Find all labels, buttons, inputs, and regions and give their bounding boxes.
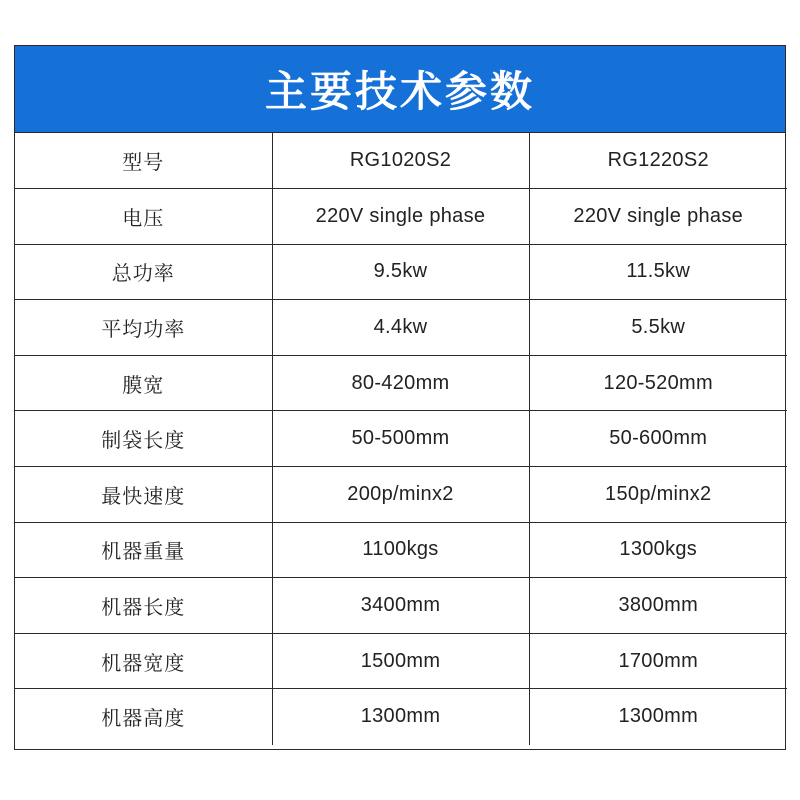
- spec-header: [15, 46, 785, 133]
- model-1-value: 1100kgs: [272, 522, 529, 578]
- model-2-value: 220V single phase: [529, 189, 787, 245]
- table-row: [15, 244, 787, 300]
- model-2-value: RG1220S2: [529, 133, 787, 189]
- row-label: 机器重量: [15, 522, 272, 578]
- model-2-value: 1700mm: [529, 633, 787, 689]
- model-1-value: 80-420mm: [272, 355, 529, 411]
- table-row: [15, 467, 787, 523]
- model-2-value: 1300mm: [618, 705, 699, 728]
- row-label: 电压: [15, 189, 272, 245]
- table-row: [15, 411, 787, 467]
- spec-table-card: [14, 45, 786, 750]
- model-2-value: 3800mm: [529, 578, 787, 634]
- table-row: [15, 522, 787, 578]
- table-row: [15, 689, 787, 745]
- row-label: 总功率: [15, 244, 272, 300]
- model-2-value: 150p/minx2: [529, 467, 787, 523]
- row-label: 制袋长度: [15, 411, 272, 467]
- model-2-value: 11.5kw: [529, 244, 787, 300]
- row-label: 机器宽度: [15, 633, 272, 689]
- table-row: [15, 189, 787, 245]
- model-2-value: 5.5kw: [529, 300, 787, 356]
- model-1-value: 3400mm: [272, 578, 529, 634]
- model-1-value: RG1020S2: [272, 133, 529, 189]
- row-label: 型号: [15, 133, 272, 189]
- row-label: 机器高度: [15, 689, 272, 745]
- table-row: [15, 300, 787, 356]
- model-1-value: 4.4kw: [272, 300, 529, 356]
- model-2-value: 50-600mm: [529, 411, 787, 467]
- row-label: 机器长度: [15, 578, 272, 634]
- table-row: [15, 133, 787, 189]
- model-1-value: 9.5kw: [272, 244, 529, 300]
- table-row: [15, 633, 787, 689]
- table-row: [15, 578, 787, 634]
- model-2-value: 120-520mm: [529, 355, 787, 411]
- table-row: [15, 355, 787, 411]
- row-label: 最快速度: [15, 467, 272, 523]
- spec-table: [15, 133, 787, 745]
- row-label: 膜宽: [15, 355, 272, 411]
- model-1-value: 200p/minx2: [272, 467, 529, 523]
- model-1-value: 50-500mm: [272, 411, 529, 467]
- model-1-value: 220V single phase: [272, 189, 529, 245]
- model-1-value: 1300mm: [272, 689, 529, 745]
- model-2-value: 1300kgs: [529, 522, 787, 578]
- page-title: 主要技术参数: [264, 67, 535, 116]
- row-label: 平均功率: [15, 300, 272, 356]
- spec-table-body: [15, 133, 787, 745]
- model-1-value: 1500mm: [272, 633, 529, 689]
